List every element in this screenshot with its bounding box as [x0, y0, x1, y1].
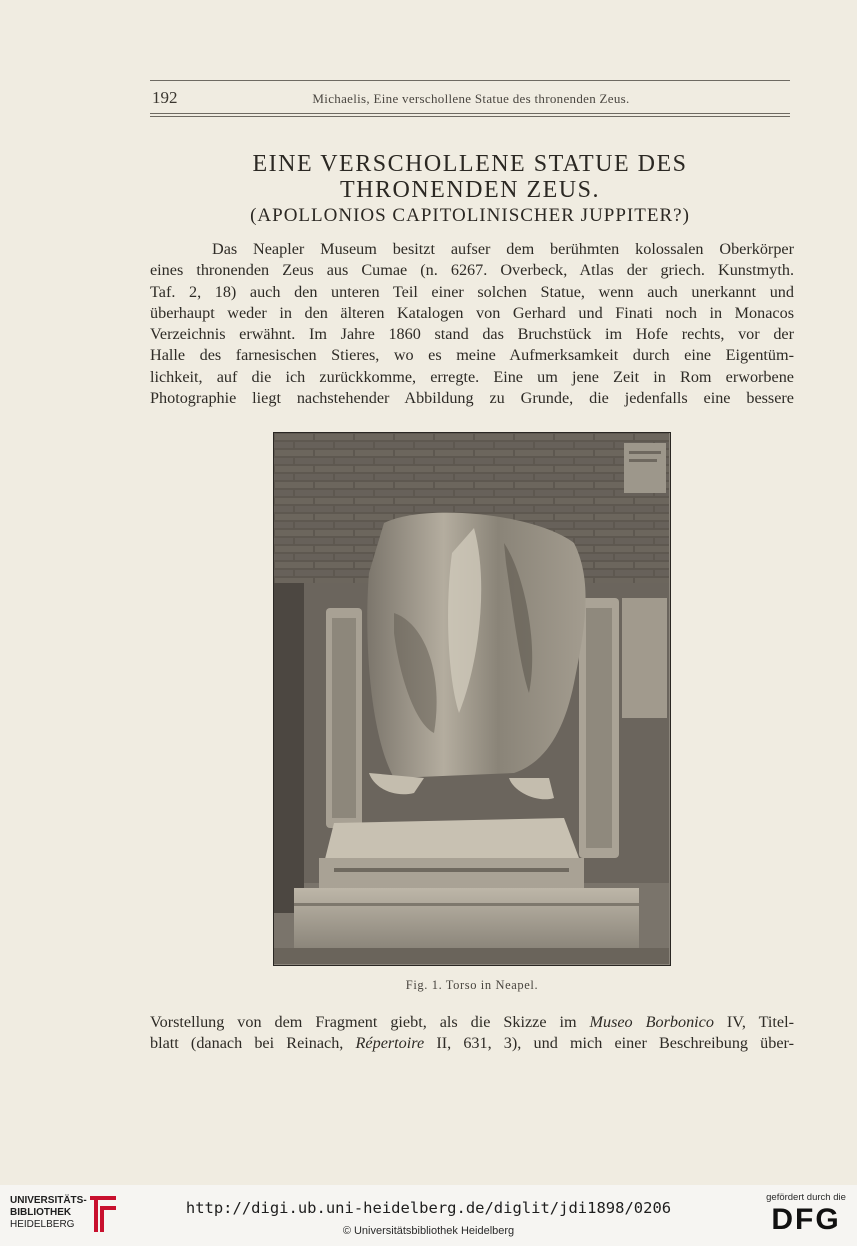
paragraph-1: [150, 239, 794, 409]
header-double-rule: [150, 113, 790, 117]
text-line: [150, 1012, 794, 1033]
italic-title: Museo Borbonico: [589, 1013, 714, 1031]
text-line: überhaupt weder in den älteren Katalogen von Gerhard und Finati noch in Monacos: [150, 303, 794, 322]
text-line: Verzeichnis erwähnt. Im Jahre 1860 stand das Bruchstück im Hofe rechts, vor der: [150, 325, 794, 344]
library-name-line: UNIVERSITÄTS-: [10, 1195, 87, 1206]
text-line: eines thronenden Zeus aus Cumae (n. 6267. Overbeck, Atlas der griech. Kunstmyth.: [150, 261, 794, 280]
article-title-line-1: EINE VERSCHOLLENE STATUE DES: [252, 151, 688, 177]
text-span: Vorstellung von dem Fragment giebt, als die Skizze im: [150, 1013, 590, 1031]
copyright-notice: © Universitätsbibliothek Heidelberg: [342, 1225, 515, 1237]
text-line: [150, 1033, 794, 1054]
library-name-line: HEIDELBERG: [10, 1219, 75, 1230]
figure-photograph: [273, 432, 671, 966]
funder-label: gefördert durch die: [766, 1192, 846, 1203]
text-line: Halle des farnesischen Stieres, wo es meine Aufmerksamkeit durch eine Eigentüm-: [150, 346, 794, 365]
text-span: IV, Titel-: [713, 1013, 794, 1031]
running-title: Michaelis, Eine verschollene Statue des thronenden Zeus.: [312, 91, 630, 106]
text-line: Das Neapler Museum besitzt aufser dem berühmten kolossalen Oberkörper: [212, 240, 794, 258]
permalink-url[interactable]: http://digi.ub.uni-heidelberg.de/diglit/jdi1898/0206: [185, 1199, 672, 1217]
running-header: [152, 88, 790, 110]
page-number: 192: [152, 88, 178, 107]
italic-title: Répertoire: [355, 1034, 425, 1053]
dfg-logo: DFG: [771, 1203, 841, 1236]
article-title-line-2: THRONENDEN ZEUS.: [340, 177, 600, 203]
text-line: Photographie liegt nachstehender Abbildung zu Grunde, die jedenfalls eine bessere: [150, 389, 794, 408]
paragraph-2: [150, 1012, 794, 1055]
statue-photo-illustration: [274, 433, 669, 964]
figure-caption: Fig. 1. Torso in Neapel.: [405, 978, 539, 992]
text-span: II, 631, 3), und mich einer Beschreibung über-: [424, 1034, 795, 1053]
article-subtitle: (APOLLONIOS CAPITOLINISCHER JUPPITER?): [250, 205, 690, 226]
text-span: blatt (danach bei Reinach,: [150, 1034, 356, 1053]
library-name-line: BIBLIOTHEK: [10, 1207, 72, 1218]
top-rule: [150, 80, 790, 81]
text-line: lichkeit, auf die ich zurückkomme, erregte. Eine um jene Zeit in Rom erworbene: [150, 367, 794, 386]
text-line: Taf. 2, 18) auch den unteren Teil einer solchen Statue, wenn auch unerkannt und: [150, 282, 794, 301]
